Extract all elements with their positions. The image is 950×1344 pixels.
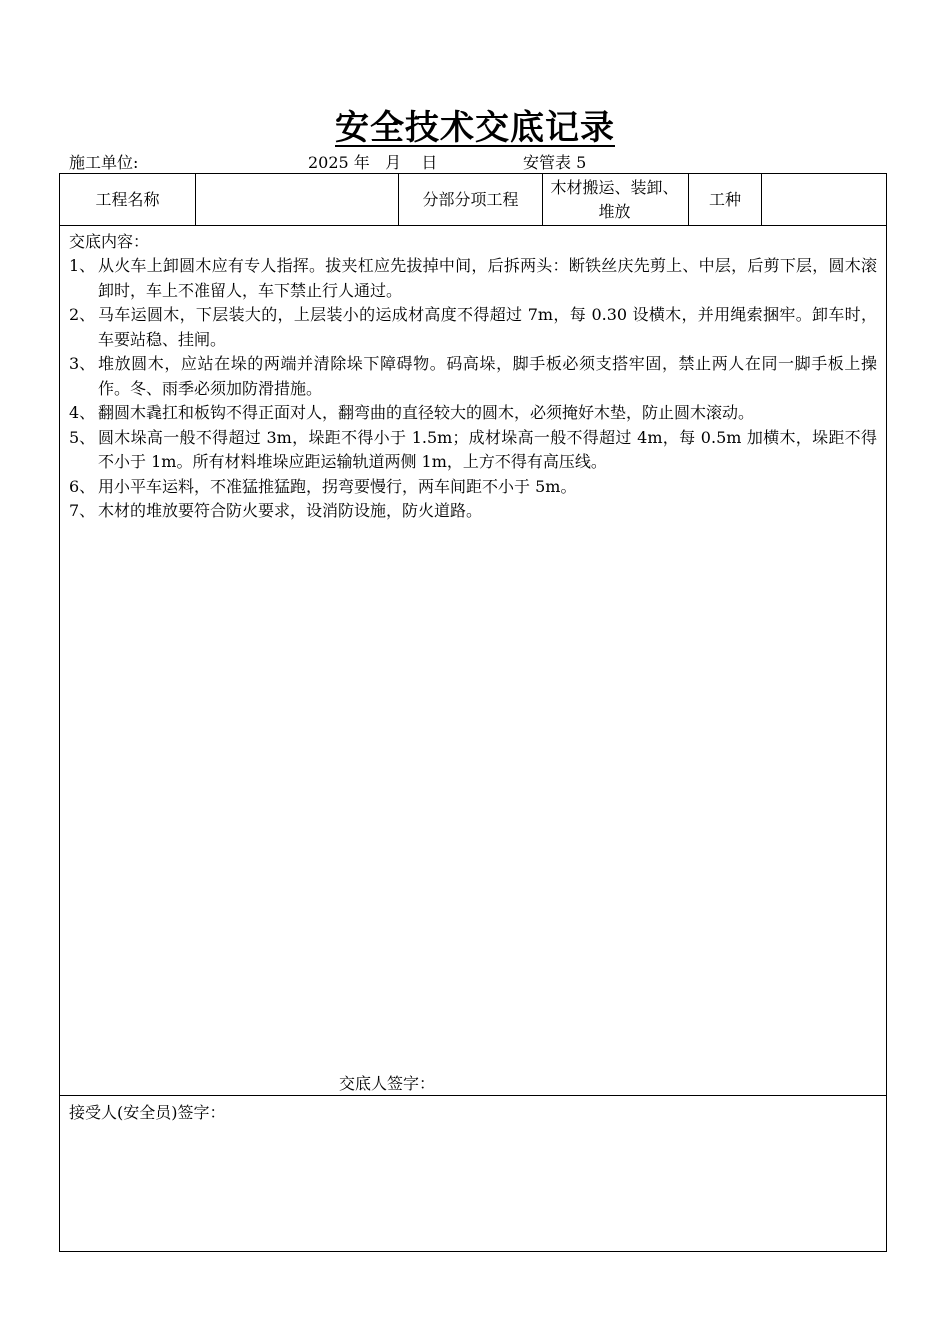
list-item: 5、 圆木垛高一般不得超过 3m，垛距不得小于 1.5m；成材垛高一般不得超过 4m，每 0.5m 加横木，垛距不得不小于 1m。所有材料堆垛应距运输轨道两侧 1m，上方不得有高压线。 bbox=[69, 427, 877, 471]
info-row bbox=[60, 174, 886, 226]
form-code: 安管表 5 bbox=[523, 153, 587, 172]
subproject-label: 分部分项工程 bbox=[422, 189, 519, 209]
content-label: 交底内容： bbox=[69, 232, 150, 251]
page-title: 安全技术交底记录 bbox=[335, 108, 615, 148]
record-table bbox=[59, 173, 887, 1252]
receiver-signature-label: 接受人(安全员)签字： bbox=[69, 1103, 226, 1122]
date-field: 2025 年 月 日 bbox=[308, 153, 438, 172]
list-item: 4、 翻圆木毳扛和板钩不得正面对人，翻弯曲的直径较大的圆木，必须掩好木垫，防止圆木滚动。 bbox=[69, 403, 755, 422]
construction-unit-label: 施工单位: bbox=[69, 153, 139, 172]
briefing-items bbox=[69, 254, 877, 524]
project-name-value[interactable] bbox=[196, 174, 398, 225]
list-item: 6、 用小平车运料，不准猛推猛跑，拐弯要慢行，两车间距不小于 5m。 bbox=[69, 476, 577, 496]
list-item: 1、 从火车上卸圆木应有专人指挥。拔夹杠应先拔掉中间，后拆两头：断铁丝庆先剪上、中层，后剪下层，圆木滚卸时，车上不准留人，车下禁止行人通过。 bbox=[69, 256, 877, 300]
signer-signature-label: 交底人签字： bbox=[339, 1074, 436, 1093]
subproject-value[interactable]: 木材搬运、装卸、堆放 bbox=[550, 177, 679, 221]
briefing-content bbox=[60, 226, 886, 1096]
project-name-label: 工程名称 bbox=[95, 189, 160, 209]
list-item: 2、 马车运圆木，下层装大的，上层装小的运成材高度不得超过 7m，每 0.30 设横木，并用绳索捆牢。卸车时，车要站稳、挂闸。 bbox=[69, 305, 877, 349]
list-item: 7、 木材的堆放要符合防火要求，设消防设施，防火道路。 bbox=[69, 501, 483, 520]
work-type-label: 工种 bbox=[708, 189, 741, 209]
work-type-value[interactable] bbox=[762, 174, 886, 225]
list-item: 3、 堆放圆木，应站在垛的两端并清除垛下障碍物。码高垛，脚手板必须支搭牢固，禁止两人在同一脚手板上操作。冬、雨季必须加防滑措施。 bbox=[69, 354, 877, 398]
